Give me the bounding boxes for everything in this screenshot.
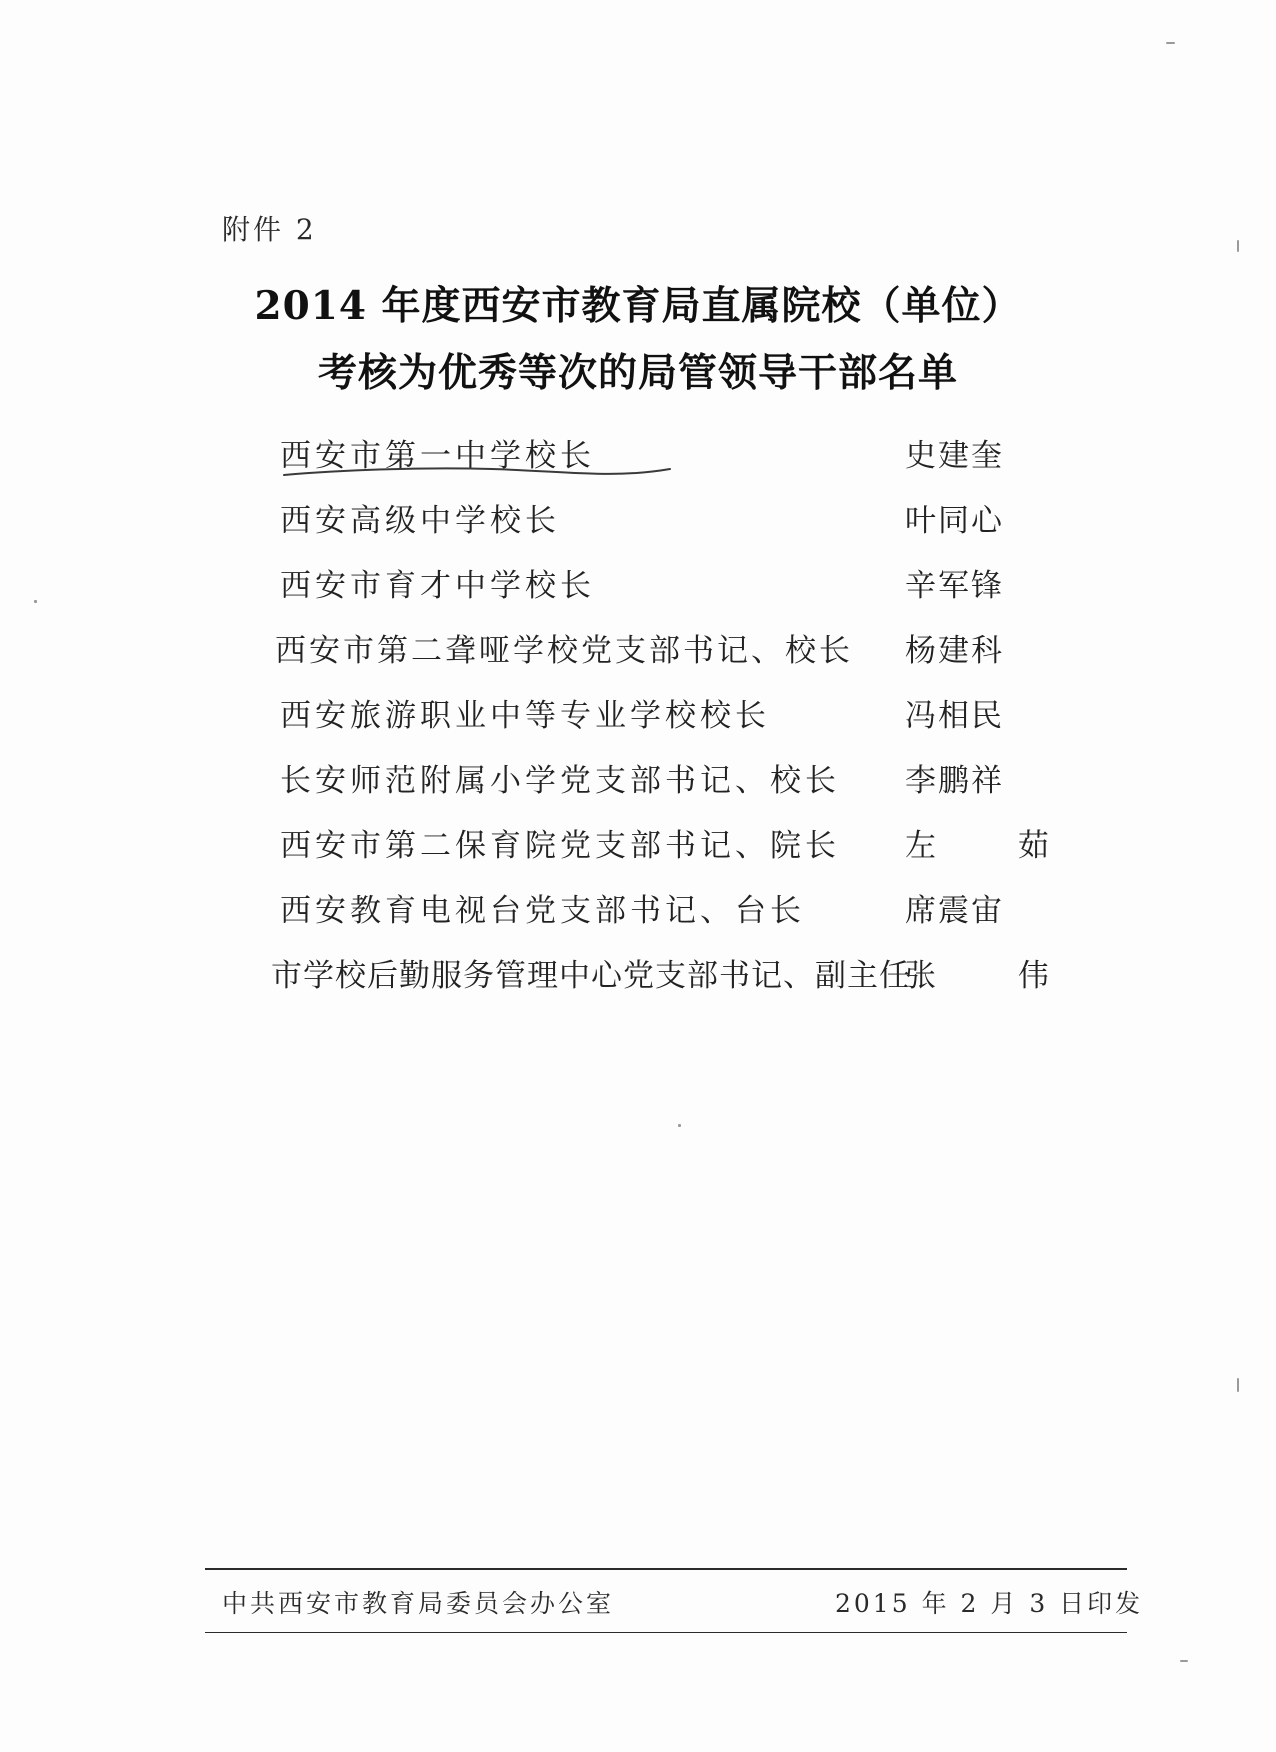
list-item-name: 辛军锋 [905,568,1004,604]
list-item [280,560,1020,625]
list-item-position: 长安师范附属小学党支部书记、校长 [280,763,840,799]
list-item-position: 西安市第二聋哑学校党支部书记、校长 [275,633,853,669]
list-item-position: 西安市第一中学校长 [280,438,595,474]
list-item [280,430,1020,495]
list-item-position: 西安市育才中学校长 [280,568,595,604]
scan-speck [34,600,37,603]
attachment-label: 附件 2 [222,213,317,246]
scan-speck [1237,1378,1239,1392]
list-item-name: 左 茹 [905,828,1085,864]
cadre-list [271,430,1085,1015]
footer-rule-top [205,1568,1127,1570]
list-item-position: 西安高级中学校长 [280,503,560,539]
list-item [275,625,1020,690]
scan-speck [678,1124,681,1127]
list-item-position: 西安市第二保育院党支部书记、院长 [280,828,840,864]
list-item [280,820,1085,885]
list-item-name: 李鹏祥 [905,763,1004,799]
list-item-name: 杨建科 [905,633,1004,669]
list-item-position: 西安教育电视台党支部书记、台长 [280,893,805,929]
list-item [280,885,1020,950]
document-title-line-1: 2014 年度西安市教育局直属院校（单位） [254,283,1022,329]
list-item-name: 席震宙 [905,893,1004,929]
list-item [280,755,1020,820]
document-title-line-2: 考核为优秀等次的局管领导干部名单 [317,350,958,396]
list-item-name: 史建奎 [905,438,1004,474]
footer-issuer: 中共西安市教育局委员会办公室 [222,1589,615,1618]
scan-speck [1166,42,1175,44]
scan-speck [1237,240,1239,252]
scan-speck [1180,1660,1188,1662]
list-item [271,950,1085,1015]
list-item [280,690,1020,755]
list-item-name: 叶同心 [905,503,1004,539]
list-item-position: 市学校后勤服务管理中心党支部书记、副主任 [271,958,911,994]
list-item-name: 冯相民 [905,698,1004,734]
footer-rule-bottom [205,1632,1127,1633]
footer-date: 2015 年 2 月 3 日印发 [835,1589,1144,1618]
list-item-name: 张 伟 [905,958,1085,994]
list-item-position: 西安旅游职业中等专业学校校长 [280,698,770,734]
list-item [280,495,1020,560]
